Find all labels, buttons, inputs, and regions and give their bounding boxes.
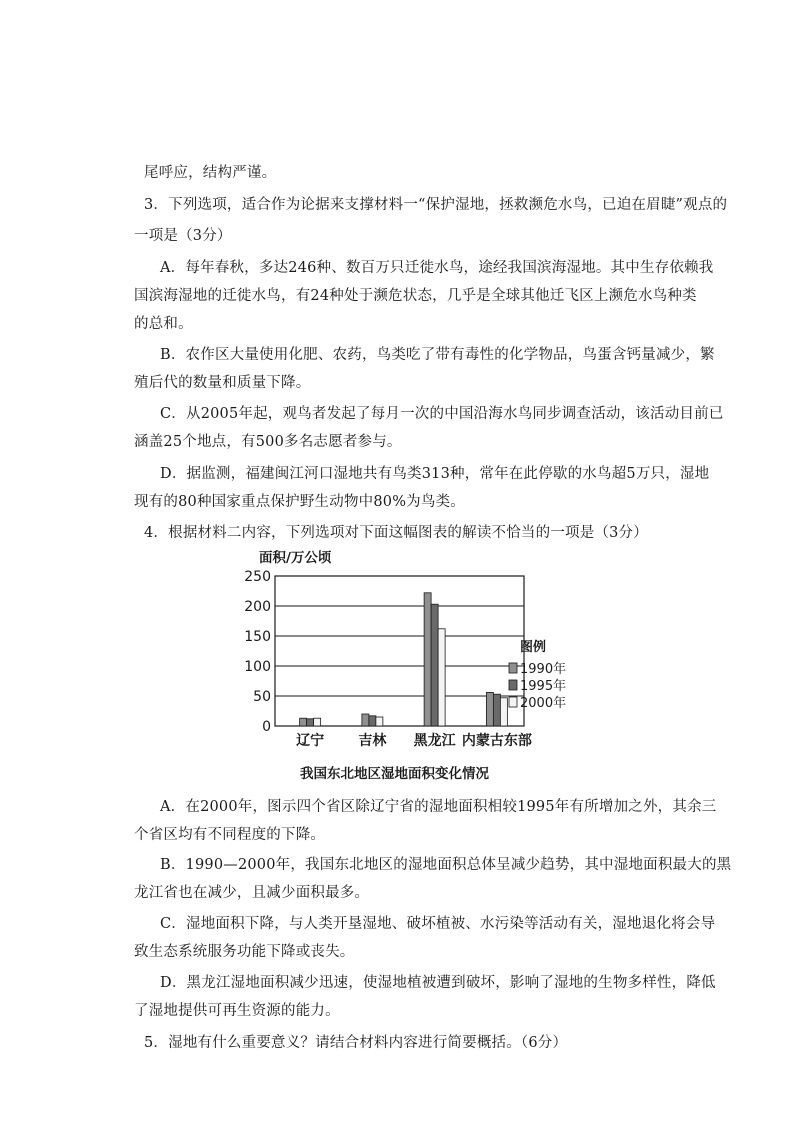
chart-legend-label: 1995年 xyxy=(520,679,567,694)
question-3-option-d-line-2: 现有的80种国家重点保护野生动物中80%为鸟类。 xyxy=(134,494,465,510)
question-4-option-b-line-1: B．1990—2000年，我国东北地区的湿地面积总体呈减少趋势，其中湿地面积最大的黑 xyxy=(160,857,732,873)
chart-x-tick-label: 辽宁 xyxy=(296,733,325,749)
question-4-option-b-line-2: 龙江省也在减少，且减少面积最多。 xyxy=(134,885,370,901)
question-3-option-a-line-1: A．每年春秋，多达246种、数百万只迁徙水鸟，途经我国滨海湿地。其中生存依赖我 xyxy=(160,260,714,276)
question-4-stem: 4．根据材料二内容，下列选项对下面这幅图表的解读不恰当的一项是（3分） xyxy=(144,525,648,541)
chart-y-tick-label: 200 xyxy=(244,599,271,615)
question-3-stem-line-2: 一项是（3分） xyxy=(134,228,232,244)
chart-bar xyxy=(424,593,431,726)
chart-legend-label: 1990年 xyxy=(520,662,567,677)
question-3-option-b-line-1: B．农作区大量使用化肥、农药，鸟类吃了带有毒性的化学物品，鸟蛋含钙量减少，繁 xyxy=(160,347,715,363)
question-3-option-c-line-1: C．从2005年起，观鸟者发起了每月一次的中国沿海水鸟同步调查活动，该活动目前已 xyxy=(160,406,724,422)
chart-bar xyxy=(438,629,445,726)
chart-bar xyxy=(493,694,500,726)
chart-bar xyxy=(431,604,438,726)
question-4-option-c-line-2: 致生态系统服务功能下降或丧失。 xyxy=(134,944,355,960)
chart-legend-swatch xyxy=(509,680,517,690)
question-4-option-d-line-2: 了湿地提供可再生资源的能力。 xyxy=(134,1003,340,1019)
chart-bar xyxy=(314,718,321,726)
chart-y-tick-label: 250 xyxy=(244,569,271,585)
chart-legend-label: 2000年 xyxy=(520,696,567,711)
question-3-option-a-line-2: 国滨海湿地的迁徙水鸟，有24种处于濒危状态，几乎是全球其他迁飞区上濒危水鸟种类 xyxy=(134,288,697,304)
chart-y-tick-label: 50 xyxy=(253,689,271,705)
chart-bar xyxy=(486,692,493,726)
chart-x-tick-label: 黑龙江 xyxy=(413,733,456,749)
question-3-stem-line-1: 3．下列选项，适合作为论据来支撑材料一“保护湿地，拯救濒危水鸟，已迫在眉睫”观点的 xyxy=(144,197,728,213)
wetland-area-chart xyxy=(235,540,567,762)
question-3-option-a-line-3: 的总和。 xyxy=(134,316,193,332)
chart-bar xyxy=(307,719,314,726)
question-3-option-d-line-1: D．据监测，福建闽江河口湿地共有鸟类313种，常年在此停歇的水鸟超5万只，湿地 xyxy=(160,466,710,482)
question-4-option-c-line-1: C．湿地面积下降，与人类开垦湿地、破坏植被、水污染等活动有关，湿地退化将会导 xyxy=(160,916,716,932)
chart-legend-swatch xyxy=(509,663,517,673)
chart-legend-swatch xyxy=(509,697,517,707)
question-5-stem: 5．湿地有什么重要意义？请结合材料内容进行简要概括。（6分） xyxy=(144,1035,568,1051)
chart-y-tick-label: 150 xyxy=(244,629,271,645)
chart-bar xyxy=(500,698,507,726)
chart-caption: 我国东北地区湿地面积变化情况 xyxy=(300,766,489,782)
intro-line: 尾呼应，结构严谨。 xyxy=(144,165,277,181)
chart-y-tick-label: 100 xyxy=(244,659,271,675)
question-3-option-c-line-2: 涵盖25个地点，有500多名志愿者参与。 xyxy=(134,434,402,450)
chart-y-axis-label: 面积/万公顷 xyxy=(259,550,332,566)
chart-x-tick-label: 内蒙古东部 xyxy=(461,733,532,749)
chart-bar xyxy=(300,718,307,726)
question-4-option-a-line-2: 个省区均有不同程度的下降。 xyxy=(134,827,326,843)
chart-bar xyxy=(362,714,369,726)
question-3-option-b-line-2: 殖后代的数量和质量下降。 xyxy=(134,375,311,391)
chart-legend-title: 图例 xyxy=(520,640,547,655)
chart-y-tick-label: 0 xyxy=(262,719,271,735)
question-4-option-a-line-1: A．在2000年，图示四个省区除辽宁省的湿地面积相较1995年有所增加之外，其余三 xyxy=(160,799,717,815)
chart-bar xyxy=(376,717,383,726)
chart-x-tick-label: 吉林 xyxy=(358,733,387,749)
chart-bar xyxy=(369,716,376,726)
question-4-option-d-line-1: D．黑龙江湿地面积减少迅速，使湿地植被遭到破坏，影响了湿地的生物多样性，降低 xyxy=(160,975,716,991)
